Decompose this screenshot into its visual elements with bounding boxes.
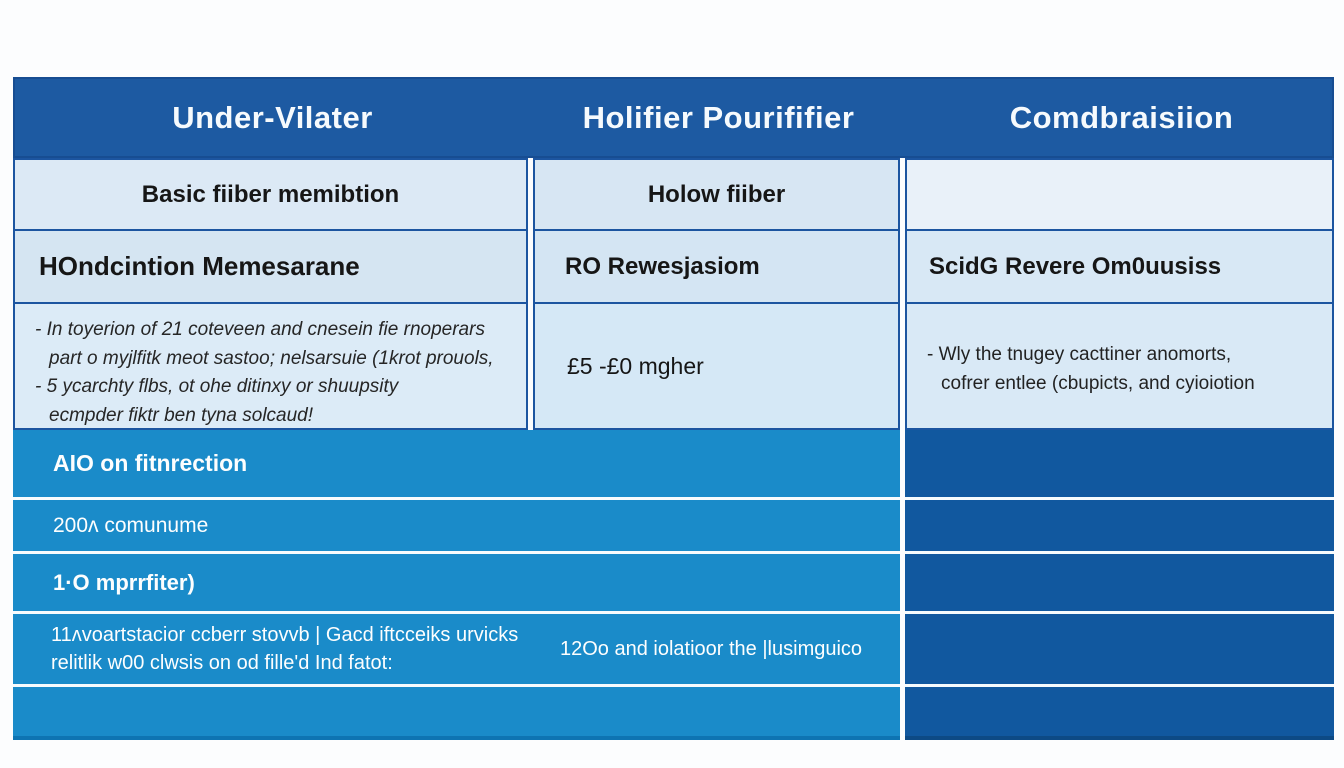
row-aio: AIO on fitnrection xyxy=(53,450,248,476)
column-header-holifier-pourififier: Holifier Pourififier xyxy=(582,99,855,135)
cell-ro: RO Rewesjasiom xyxy=(533,229,900,304)
lower-left-block xyxy=(13,430,900,740)
row-right-empty xyxy=(905,430,1334,497)
row-right-empty xyxy=(905,611,1334,684)
row-right-empty xyxy=(905,684,1334,736)
cell-notes-col3 xyxy=(905,302,1334,430)
details-text xyxy=(51,621,518,677)
cell-holow-fiber: Holow fiiber xyxy=(533,158,900,231)
notes-line: part o myjlfitk meot sastoo; nelsarsuie (1krot prouols, xyxy=(49,347,494,369)
details-line: relitlik w00 clwsis on od fille'd Ind fatot: xyxy=(51,652,393,674)
row-mprrfiter: 1·O mprrfiter) xyxy=(13,551,900,611)
cell-basic-fiber: Basic fiiber memibtion xyxy=(13,158,528,231)
notes-line: ecmpder fiktr ben tyna solcaud! xyxy=(49,404,314,426)
cell-price: £5 -£0 mgher xyxy=(533,302,900,430)
row-details xyxy=(13,611,900,684)
notes-line: cofrer entlee (cbupicts, and cyioiotion xyxy=(941,373,1255,395)
column-header-under-vilater: Under-Vilater xyxy=(172,99,373,135)
cell-notes-col1 xyxy=(13,302,528,430)
row-right-empty xyxy=(905,551,1334,611)
lower-right-block xyxy=(905,430,1334,740)
notes-line: - Wly the tnugey cacttiner anomorts, xyxy=(927,344,1232,365)
cell-membrane: HOndcintion Memesarane xyxy=(13,229,528,304)
row-200: 200ʌ comunume xyxy=(13,497,900,551)
notes-line: - 5 ycarchty flbs, ot ohe ditinxy or shuupsity xyxy=(35,376,399,397)
table-header-bar xyxy=(13,77,1334,158)
cell-empty-row1-col3 xyxy=(905,158,1334,231)
cell-reverse-osmosis: ScidG Revere Om0uusiss xyxy=(905,229,1334,304)
details-line: 11ʌvoartstacior ccberr stovvb | Gacd iftcceiks urvicks xyxy=(51,624,519,646)
row-empty xyxy=(13,684,900,736)
details-col2-text: 12Oo and iolatioor the |lusimguico xyxy=(560,638,863,660)
column-header-comdbraisiion: Comdbraisiion xyxy=(1009,99,1234,135)
row-right-empty xyxy=(905,497,1334,551)
notes-line: - In toyerion of 21 coteveen and cnesein fie rnoperars xyxy=(35,319,485,340)
